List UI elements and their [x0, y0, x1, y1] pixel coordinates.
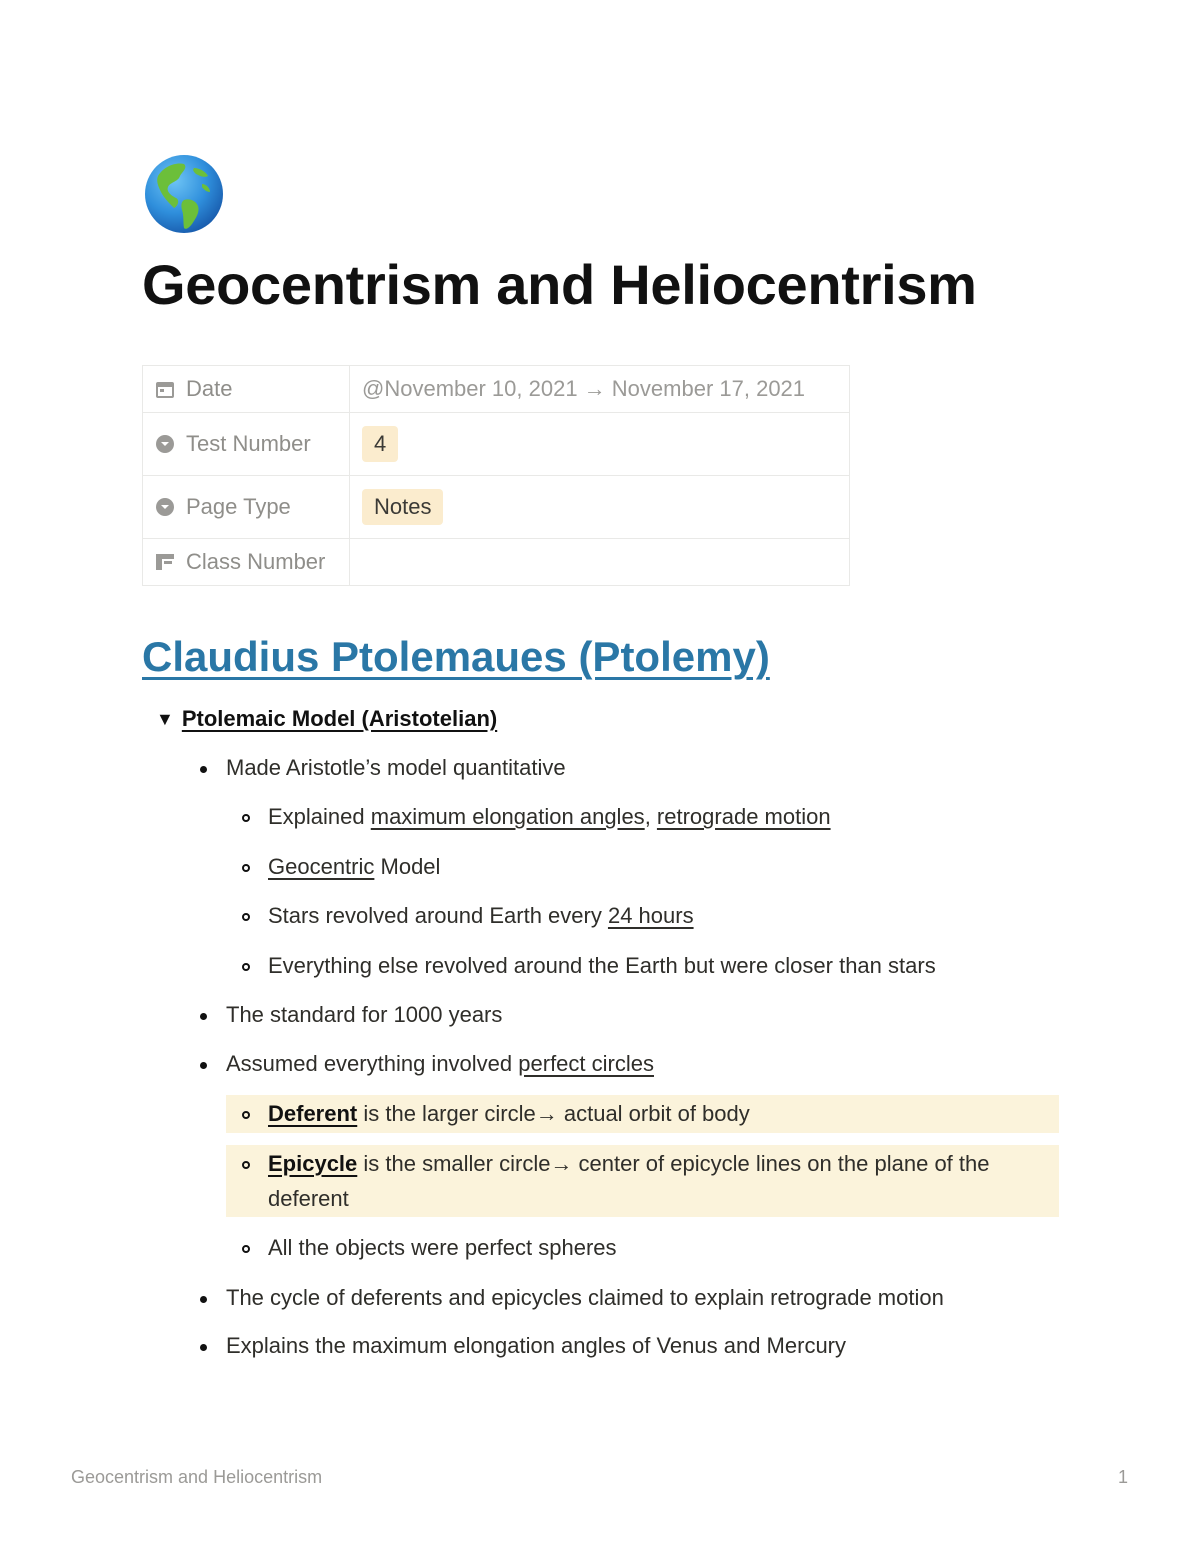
bullet-icon [200, 1062, 207, 1069]
footer-title: Geocentrism and Heliocentrism [71, 1467, 323, 1487]
section-heading: Claudius Ptolemaues (Ptolemy) [142, 633, 770, 680]
separator-text: , [644, 804, 657, 829]
list-item-text: Made Aristotle’s model quantitative [226, 755, 566, 780]
list-item [268, 1101, 750, 1127]
hollow-bullet-icon [242, 963, 250, 971]
property-name: Class Number [186, 549, 326, 574]
list-item-text: Explains the maximum elongation angles of Venus and Mercury [226, 1333, 847, 1358]
underlined-term: Geocentric [268, 854, 375, 879]
list-item [268, 1151, 989, 1177]
calendar-icon [155, 379, 175, 399]
property-row-test-number [143, 413, 850, 476]
underlined-term: 24 hours [607, 903, 694, 928]
list-item [268, 854, 440, 880]
list-item-text: Assumed everything involved [226, 1051, 519, 1076]
list-item [226, 1051, 654, 1077]
page-type-tag: Notes [362, 489, 443, 525]
list-item-text: Model [374, 854, 441, 879]
list-item-text: deferent [268, 1186, 349, 1211]
bullet-icon [200, 766, 207, 773]
bold-term: Deferent [268, 1101, 358, 1126]
underlined-term: maximum elongation angles [370, 804, 645, 829]
underlined-term: retrograde motion [656, 804, 831, 829]
property-row-page-type [143, 476, 850, 539]
list-item-text: All the objects were perfect spheres [268, 1235, 617, 1260]
class-number-value[interactable] [350, 539, 850, 586]
select-icon [155, 434, 175, 454]
list-item [226, 1333, 846, 1359]
list-item [268, 953, 936, 979]
property-name: Date [186, 376, 233, 401]
list-item [268, 1235, 617, 1261]
property-name-cell [143, 366, 350, 413]
property-name: Test Number [186, 431, 311, 456]
list-item [268, 804, 831, 830]
list-item [226, 1285, 944, 1311]
bold-term: Epicycle [268, 1151, 358, 1176]
list-item-text: The standard for 1000 years [226, 1002, 503, 1027]
date-value[interactable]: @November 10, 2021 → November 17, 2021 [350, 366, 850, 413]
toggle-label: Ptolemaic Model (Aristotelian) [181, 706, 498, 731]
hollow-bullet-icon [242, 814, 250, 822]
page-type-value[interactable] [350, 476, 850, 539]
list-item [268, 903, 694, 929]
globe-americas-icon [144, 154, 224, 234]
page-title: Geocentrism and Heliocentrism [142, 253, 977, 316]
toggle-block[interactable] [156, 706, 497, 732]
list-item-text: The cycle of deferents and epicycles claimed to explain retrograde motion [226, 1285, 944, 1310]
property-name-cell [143, 476, 350, 539]
property-name: Page Type [186, 494, 291, 519]
bullet-icon [200, 1344, 207, 1351]
test-number-value[interactable] [350, 413, 850, 476]
list-item-text: Stars revolved around Earth every [268, 903, 608, 928]
hollow-bullet-icon [242, 864, 250, 872]
text-icon [155, 552, 175, 572]
select-icon [155, 497, 175, 517]
test-number-tag: 4 [362, 426, 398, 462]
list-item [226, 1002, 502, 1028]
bullet-icon [200, 1296, 207, 1303]
bullet-icon [200, 1013, 207, 1020]
list-item [226, 755, 566, 781]
hollow-bullet-icon [242, 1245, 250, 1253]
hollow-bullet-icon [242, 913, 250, 921]
list-item-text: Explained [268, 804, 371, 829]
toggle-arrow-icon[interactable]: ▼ [156, 709, 174, 729]
underlined-term: perfect circles [518, 1051, 654, 1076]
page-number: 1 [1118, 1467, 1129, 1487]
list-item-text: Everything else revolved around the Earth but were closer than stars [268, 953, 936, 978]
list-item-text: is the smaller circle→ center of epicycle lines on the plane of the [357, 1151, 990, 1176]
properties-table [142, 365, 850, 586]
property-name-cell [143, 413, 350, 476]
list-item-continuation [268, 1186, 349, 1212]
hollow-bullet-icon [242, 1161, 250, 1169]
property-name-cell [143, 539, 350, 586]
hollow-bullet-icon [242, 1111, 250, 1119]
list-item-text: is the larger circle→ actual orbit of body [357, 1101, 750, 1126]
property-row-class-number [143, 539, 850, 586]
property-row-date [143, 366, 850, 413]
